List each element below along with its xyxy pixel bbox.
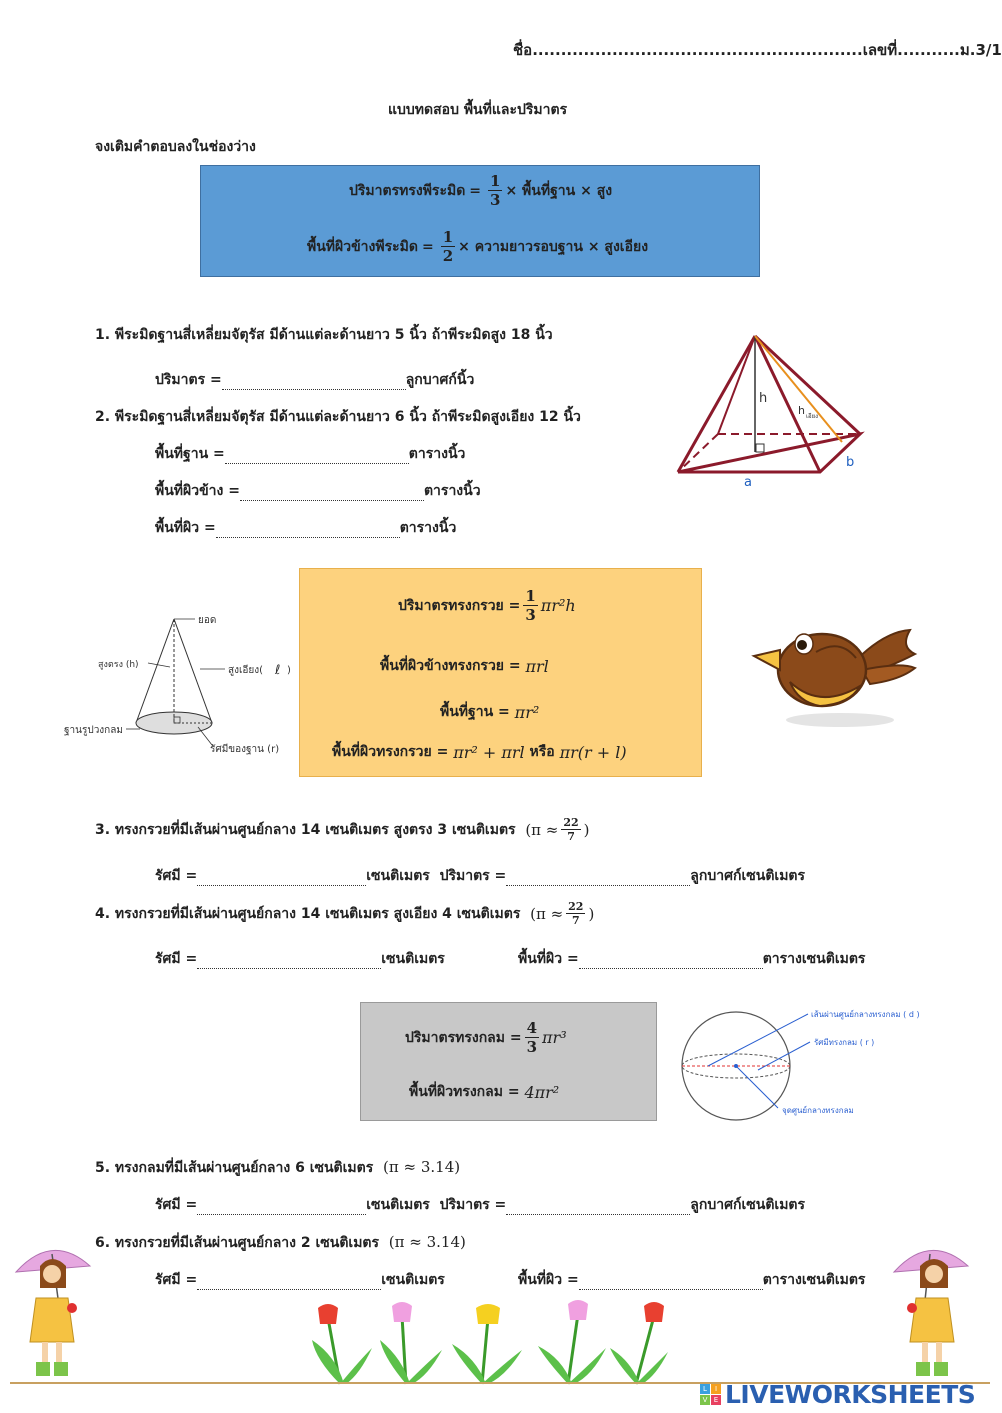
question-6-answer-row (155, 1269, 445, 1291)
cone-slant-label: สูงเอียง( (228, 665, 264, 676)
q2-surface-input[interactable] (216, 519, 400, 538)
number-label: เลขที่ (862, 41, 898, 59)
q3-volume-label: ปริมาตร = (439, 868, 507, 884)
cone-surface-formula (332, 741, 627, 763)
cone-slant-symbol: ℓ (275, 663, 281, 678)
cone-volume-formula (398, 587, 576, 624)
q4-radius-label: รัศมี = (155, 951, 198, 967)
cone-volume-rest: πr²h (540, 596, 576, 615)
q4-radius-input[interactable] (197, 950, 381, 969)
q6-radius-unit: เซนติเมตร (381, 1272, 445, 1288)
q2-base-label: พื้นที่ฐาน = (155, 446, 225, 462)
q5-radius-label: รัศมี = (155, 1197, 198, 1213)
pyramid-h-label: h (759, 391, 768, 406)
cone-lateral-formula (380, 655, 549, 677)
q2-lateral-unit: ตารางนิ้ว (423, 483, 481, 499)
question-5-answer-row (155, 1194, 805, 1216)
question-5-text-row (95, 1157, 460, 1179)
cone-height-label: สูงตรง (h) (98, 660, 139, 670)
liveworksheets-logo[interactable] (700, 1380, 975, 1409)
class-label: ม.3/1 (959, 41, 1002, 59)
q4-surface-label: พื้นที่ผิว = (518, 951, 579, 967)
cone-apex-label: ยอด (198, 615, 217, 626)
cone-lateral-label: พื้นที่ผิวข้างทรงกรวย = (380, 658, 521, 674)
q3-volume-unit: ลูกบาศก์เซนติเมตร (690, 868, 806, 884)
q5-volume-input[interactable] (506, 1196, 690, 1215)
q6-radius-input[interactable] (197, 1271, 381, 1290)
q3-radius-label: รัศมี = (155, 868, 198, 884)
pyramid-lateral-fraction: $\frac{1}{2}$ (442, 228, 454, 265)
pyramid-volume-fraction: $\frac{1}{3}$ (490, 172, 501, 209)
q6-pi: (π ≈ 3.14) (388, 1233, 466, 1251)
sphere-center-label: จุดศูนย์กลางทรงกลม (782, 1106, 854, 1115)
question-5-text: 5. ทรงกลมที่มีเส้นผ่านศูนย์กลาง 6 เซนติเมตร (95, 1160, 374, 1176)
cone-radius-label: รัศมีของฐาน (r) (210, 744, 280, 755)
name-label: ชื่อ (513, 41, 533, 59)
q2-base-input[interactable] (225, 445, 409, 464)
sphere-surface-formula (409, 1081, 559, 1103)
q5-volume-label: ปริมาตร = (439, 1197, 507, 1213)
sphere-formula-box (360, 1002, 657, 1121)
logo-letter-l: L (700, 1384, 710, 1394)
pyramid-slant-sub: เอียง (806, 413, 819, 420)
q5-pi: (π ≈ 3.14) (383, 1158, 461, 1176)
pyramid-diagram (670, 330, 870, 490)
tulip-flowers-illustration (310, 1300, 670, 1390)
cone-diagram (60, 605, 300, 765)
cone-slant-close: ) (287, 665, 291, 676)
q1-volume-unit: ลูกบาศก์นิ้ว (405, 372, 475, 388)
girl-umbrella-right-illustration (890, 1238, 972, 1388)
number-dots: ........... (897, 41, 960, 59)
pyramid-lateral-rest: × ความยาวรอบฐาน × สูงเอียง (458, 238, 649, 255)
q6-surface-label: พื้นที่ผิว = (518, 1272, 579, 1288)
q5-radius-unit: เซนติเมตร (366, 1197, 430, 1213)
cone-surface-rest: πr² + πrl (453, 742, 525, 762)
q4-pi-fraction: $\frac{22}{7}$ (568, 900, 584, 927)
girl-umbrella-left-illustration (12, 1238, 94, 1388)
q2-surface-label: พื้นที่ผิว = (155, 520, 216, 536)
q2-lateral-label: พื้นที่ผิวข้าง = (155, 483, 240, 499)
question-3-text-row (95, 816, 590, 843)
question-2-surface-row (155, 517, 456, 539)
q3-pi-fraction: $\frac{22}{7}$ (563, 816, 579, 843)
pyramid-volume-label: ปริมาตรทรงพีระมิด (349, 182, 466, 199)
cone-volume-label: ปริมาตรทรงกรวย = (398, 597, 521, 614)
question-6-text: 6. ทรงกรวยที่มีเส้นผ่านศูนย์กลาง 2 เซนติเมตร (95, 1235, 380, 1251)
q3-radius-unit: เซนติเมตร (366, 868, 430, 884)
q1-volume-input[interactable] (222, 371, 406, 390)
sphere-volume-formula (405, 1019, 567, 1056)
pyramid-volume-formula: ปริมาตรทรงพีระมิด = $\frac{1}{3}$ × พื้นที่ฐาน × สูง (349, 172, 613, 209)
bird-illustration (750, 612, 920, 732)
pyramid-formula-box (200, 165, 760, 277)
pyramid-base-front (678, 434, 860, 472)
q2-lateral-input[interactable] (240, 482, 424, 501)
logo-letter-i: I (711, 1384, 721, 1394)
sphere-volume-fraction: $\frac{4}{3}$ (526, 1019, 538, 1056)
q6-radius-label: รัศมี = (155, 1272, 198, 1288)
question-4-surface-row (518, 948, 865, 970)
sphere-radius-label: รัศมีทรงกลม ( r ) (814, 1038, 875, 1047)
q2-base-unit: ตารางนิ้ว (408, 446, 466, 462)
q3-pi-prefix: (π ≈ (525, 820, 559, 839)
page-title: แบบทดสอบ พื้นที่และปริมาตร (388, 102, 568, 118)
pyramid-volume-rest: × พื้นที่ฐาน × สูง (505, 182, 613, 199)
q3-volume-input[interactable] (506, 867, 690, 886)
question-3-text: 3. ทรงกรวยที่มีเส้นผ่านศูนย์กลาง 14 เซนติเมตร สูงตรง 3 เซนติเมตร (95, 821, 516, 838)
question-2-text: 2. พีระมิดฐานสี่เหลี่ยมจัตุรัส มีด้านแต่ละด้านยาว 6 นิ้ว ถ้าพีระมิดสูงเอียง 12 นิ้ว (95, 409, 581, 425)
q4-radius-unit: เซนติเมตร (381, 951, 445, 967)
sphere-surface-rest: 4πr² (524, 1082, 560, 1102)
q4-surface-input[interactable] (579, 950, 763, 969)
cone-base-formula (440, 701, 539, 723)
question-4-text-row (95, 900, 594, 927)
q4-surface-unit: ตารางเซนติเมตร (762, 951, 866, 967)
pyramid-lateral-formula: พื้นที่ผิวข้างพีระมิด = $\frac{1}{2}$ × ความยาวรอบฐาน × สูงเอียง (307, 228, 649, 265)
sphere-volume-label: ปริมาตรทรงกลม = (405, 1029, 522, 1046)
logo-text: LIVEWORKSHEETS (725, 1380, 976, 1409)
sphere-volume-rest: πr³ (542, 1028, 567, 1047)
sphere-diameter-label: เส้นผ่านศูนย์กลางทรงกลม ( d ) (811, 1010, 920, 1019)
question-4-text: 4. ทรงกรวยที่มีเส้นผ่านศูนย์กลาง 14 เซนติเมตร สูงเอียง 4 เซนติเมตร (95, 905, 521, 922)
question-4-answer-row (155, 948, 445, 970)
sphere-surface-label: พื้นที่ผิวทรงกลม = (409, 1084, 520, 1100)
question-1-text: 1. พีระมิดฐานสี่เหลี่ยมจัตุรัส มีด้านแต่ละด้านยาว 5 นิ้ว ถ้าพีระมิดสูง 18 นิ้ว (95, 327, 553, 343)
logo-grid-icon (700, 1384, 721, 1405)
q4-pi-prefix: (π ≈ (530, 904, 564, 923)
question-2-base-row (155, 443, 465, 465)
cone-formula-box (299, 568, 702, 777)
cone-or-label: หรือ (529, 744, 555, 760)
question-3-answer-row (155, 865, 805, 887)
cone-surface-alt: πr(r + l) (559, 742, 627, 762)
q6-surface-unit: ตารางเซนติเมตร (762, 1272, 866, 1288)
cone-lateral-rest: πrl (525, 656, 549, 676)
q3-radius-input[interactable] (197, 867, 366, 886)
instruction-text: จงเติมคำตอบลงในช่องว่าง (95, 139, 256, 155)
q5-volume-unit: ลูกบาศก์เซนติเมตร (690, 1197, 806, 1213)
q2-surface-unit: ตารางนิ้ว (399, 520, 457, 536)
cone-base-label: ฐานรูปวงกลม (64, 725, 123, 736)
question-6-surface-row (518, 1269, 865, 1291)
q6-surface-input[interactable] (579, 1271, 763, 1290)
sphere-diagram (678, 1000, 920, 1125)
logo-letter-v: V (700, 1395, 710, 1405)
pyramid-lateral-label: พื้นที่ผิวข้างพีระมิด (307, 238, 418, 255)
cone-volume-fraction: $\frac{1}{3}$ (525, 587, 536, 624)
question-6-text-row (95, 1232, 466, 1254)
question-1-answer-row (155, 369, 474, 391)
pyramid-b-label: b (846, 455, 855, 470)
cone-base-area-label: พื้นที่ฐาน = (440, 704, 510, 720)
q1-volume-label: ปริมาตร = (155, 372, 222, 388)
pyramid-a-label: a (744, 475, 752, 490)
question-2-lateral-row (155, 480, 481, 502)
student-header (513, 38, 1002, 62)
q5-radius-input[interactable] (197, 1196, 366, 1215)
cone-surface-label: พื้นที่ผิวทรงกรวย = (332, 744, 449, 760)
q3-pi-suffix: ) (583, 820, 590, 839)
logo-letter-e: E (711, 1395, 721, 1405)
pyramid-slant-label: h (798, 404, 805, 417)
cone-base-rest: πr² (514, 702, 540, 722)
name-dots: .......................................................... (532, 41, 863, 59)
q4-pi-suffix: ) (588, 904, 595, 923)
